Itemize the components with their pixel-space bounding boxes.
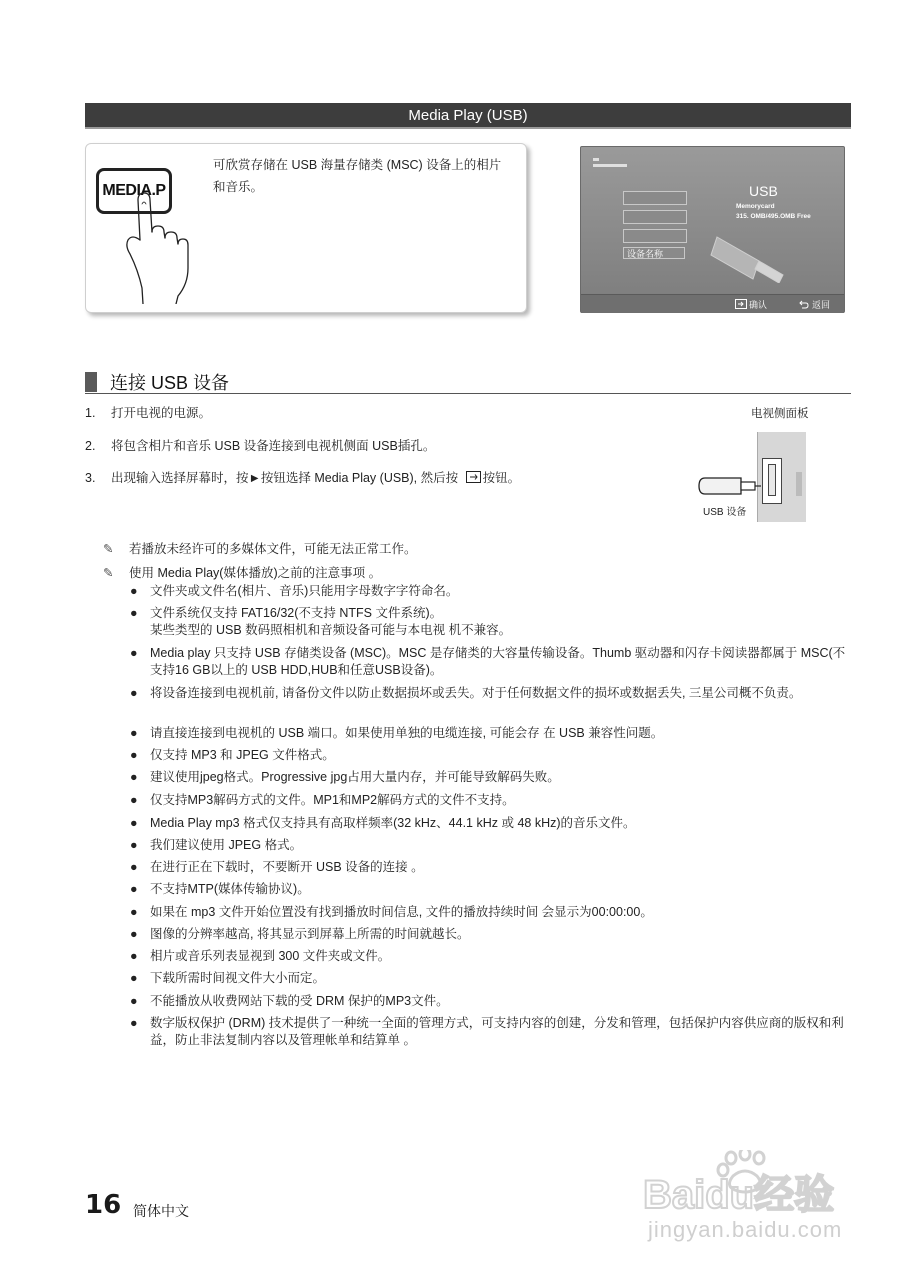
bullet-text: 相片或音乐列表显视到 300 文件夹或文件。 bbox=[150, 949, 391, 963]
step-number: 2. bbox=[85, 439, 96, 453]
bullet-dot-icon: ● bbox=[130, 860, 138, 874]
bullet-item bbox=[130, 747, 855, 764]
bullet-item bbox=[130, 926, 855, 943]
header-title: Media Play (USB) bbox=[408, 106, 528, 124]
bullet-text: 不支持MTP(媒体传输协议)。 bbox=[150, 882, 310, 896]
bullet-text: 如果在 mp3 文件开始位置没有找到播放时间信息, 文件的播放持续时间 会显示为00:00:00。 bbox=[150, 905, 653, 919]
bullet-text: 建议使用jpeg格式。Progressive jpg占用大量内存，并可能导致解码失败。 bbox=[150, 770, 560, 784]
bullet-dot-icon: ● bbox=[130, 646, 138, 660]
bullet-item bbox=[130, 837, 855, 854]
pencil-note-icon: ✎ bbox=[103, 542, 114, 556]
intro-description-line1: 可欣赏存储在 USB 海量存储类 (MSC) 设备上的相片 bbox=[213, 158, 502, 172]
step-number: 3. bbox=[85, 471, 96, 485]
bullet-text: 仅支持 MP3 和 JPEG 文件格式。 bbox=[150, 748, 335, 762]
bullet-text: 文件系统仅支持 FAT16/32(不支持 NTFS 文件系统)。 bbox=[150, 606, 443, 620]
step-text: 将包含相片和音乐 USB 设备连接到电视机侧面 USB插孔。 bbox=[111, 439, 436, 453]
bullet-item bbox=[130, 769, 855, 786]
bullet-text: 某些类型的 USB 数码照相机和音频设备可能与本电视 机不兼容。 bbox=[150, 623, 512, 637]
bullet-dot-icon: ● bbox=[130, 770, 138, 784]
step-1 bbox=[85, 403, 211, 421]
bullet-dot-icon: ● bbox=[130, 748, 138, 762]
media-play-logo-icon bbox=[593, 157, 629, 171]
bullet-dot-icon: ● bbox=[130, 882, 138, 896]
bullet-item bbox=[130, 904, 855, 921]
bullet-text: 请直接连接到电视机的 USB 端口。如果使用单独的电缆连接, 可能会存 在 USB 兼容性问题。 bbox=[150, 726, 664, 740]
step-2 bbox=[85, 436, 435, 454]
bullet-item bbox=[130, 970, 855, 987]
section-title: 连接 USB 设备 bbox=[110, 373, 230, 393]
bullet-text: 将设备连接到电视机前, 请备份文件以防止数据损坏或丢失。对于任何数据文件的损坏或数据丢失, 三星公司概不负责。 bbox=[150, 686, 802, 700]
step-text: 打开电视的电源。 bbox=[111, 406, 212, 420]
side-panel-strip bbox=[796, 472, 802, 496]
bullet-text: 图像的分辨率越高, 将其显示到屏幕上所需的时间就越长。 bbox=[150, 927, 470, 941]
bullet-dot-icon: ● bbox=[130, 686, 138, 700]
bullet-item bbox=[130, 859, 855, 876]
note-text: 使用 Media Play(媒体播放)之前的注意事项 。 bbox=[129, 566, 382, 580]
remote-media-button-label: MEDIA.P bbox=[102, 182, 166, 199]
return-icon bbox=[799, 299, 809, 309]
note-2 bbox=[103, 563, 381, 581]
usb-port-slot bbox=[768, 464, 776, 496]
usb-drive-icon bbox=[709, 219, 789, 283]
intro-card bbox=[85, 143, 527, 313]
bullet-text: Media Play mp3 格式仅支持具有高取样频率(32 kHz、44.1 kHz 或 48 kHz)的音乐文件。 bbox=[150, 816, 636, 830]
bullet-dot-icon: ● bbox=[130, 949, 138, 963]
tv-menu-item-3 bbox=[623, 229, 687, 243]
tv-device-size: 315. OMB/495.OMB Free bbox=[736, 213, 811, 220]
tv-device-title: USB bbox=[749, 183, 778, 199]
bullet-item bbox=[130, 685, 855, 702]
baidu-paw-logo-icon bbox=[637, 1150, 847, 1216]
note-text: 若播放未经许可的多媒体文件，可能无法正常工作。 bbox=[129, 542, 417, 556]
bullet-dot-icon: ● bbox=[130, 927, 138, 941]
bullet-item bbox=[130, 993, 855, 1010]
page-number: 16 bbox=[85, 1190, 122, 1220]
bullet-dot-icon: ● bbox=[130, 816, 138, 830]
device-name-label: 设备名称 bbox=[627, 249, 664, 259]
tv-footer-back: 返回 bbox=[812, 300, 831, 310]
tv-menu-item-device-name bbox=[623, 247, 685, 259]
tv-footer-confirm: 确认 bbox=[749, 300, 768, 310]
bullet-dot-icon: ● bbox=[130, 838, 138, 852]
bullet-dot-icon: ● bbox=[130, 726, 138, 740]
page-language: 简体中文 bbox=[133, 1203, 189, 1219]
watermark-url: jingyan.baidu.com bbox=[648, 1217, 843, 1242]
bullet-dot-icon: ● bbox=[130, 793, 138, 807]
enter-button-icon bbox=[466, 471, 482, 483]
section-marker bbox=[85, 372, 97, 392]
bullet-text: 文件夹或文件名(相片、音乐)只能用字母数字字符命名。 bbox=[150, 584, 459, 598]
bullet-continuation bbox=[130, 622, 855, 639]
bullet-dot-icon: ● bbox=[130, 994, 138, 1008]
section-header-bar bbox=[85, 103, 851, 127]
bullet-text: 不能播放从收费网站下载的受 DRM 保护的MP3文件。 bbox=[150, 994, 449, 1008]
enter-icon bbox=[735, 299, 747, 309]
bullet-dot-icon: ● bbox=[130, 1016, 138, 1030]
bullet-text: 在进行正在下载时，不要断开 USB 设备的连接 。 bbox=[150, 860, 424, 874]
step-text-before: 出现输入选择屏幕时，按►按钮选择 Media Play (USB), 然后按 bbox=[111, 471, 459, 485]
watermark-logo-text: Baidu经验 bbox=[643, 1173, 835, 1216]
bullet-text: 下载所需时间视文件大小而定。 bbox=[150, 971, 326, 985]
bullet-item bbox=[130, 1015, 855, 1049]
bullet-item bbox=[130, 605, 855, 622]
finger-press-icon bbox=[116, 192, 196, 304]
bullet-item bbox=[130, 792, 855, 809]
step-number: 1. bbox=[85, 406, 96, 420]
bullet-item bbox=[130, 583, 855, 600]
bullet-dot-icon: ● bbox=[130, 905, 138, 919]
pencil-note-icon: ✎ bbox=[103, 566, 114, 580]
tv-brand-logo bbox=[593, 157, 629, 174]
tv-side-panel-label: 电视侧面板 bbox=[751, 408, 809, 420]
tv-screen-preview bbox=[580, 146, 845, 313]
bullet-dot-icon: ● bbox=[130, 971, 138, 985]
step-text-after: 按钮。 bbox=[482, 471, 521, 485]
tv-side-panel bbox=[757, 432, 806, 522]
tv-screen-footer bbox=[581, 294, 844, 313]
bullet-dot-icon: ● bbox=[130, 606, 138, 620]
bullet-item bbox=[130, 948, 855, 965]
note-1 bbox=[103, 539, 417, 557]
tv-menu-item-1 bbox=[623, 191, 687, 205]
bullet-text: 仅支持MP3解码方式的文件。MP1和MP2解码方式的文件不支持。 bbox=[150, 793, 515, 807]
bullet-item bbox=[130, 725, 855, 742]
tv-device-name: Memorycard bbox=[736, 203, 775, 210]
bullet-dot-icon: ● bbox=[130, 584, 138, 598]
intro-description bbox=[213, 154, 513, 198]
usb-stick-icon bbox=[697, 474, 763, 498]
bullet-text: Media play 只支持 USB 存储类设备 (MSC)。MSC 是存储类的大容量传输设备。Thumb 驱动器和闪存卡阅读器都属于 MSC(不支持16 GB以上的 USB HDD,HUB和任意USB设备)。 bbox=[150, 646, 846, 677]
step-3 bbox=[85, 468, 520, 486]
bullet-text: 我们建议使用 JPEG 格式。 bbox=[150, 838, 303, 852]
bullet-item bbox=[130, 881, 855, 898]
bullet-item bbox=[130, 645, 855, 679]
usb-device-label: USB 设备 bbox=[703, 507, 747, 518]
intro-description-line2: 和音乐。 bbox=[213, 180, 264, 194]
bullet-text: 数字版权保护 (DRM) 技术提供了一种统一全面的管理方式，可支持内容的创建，分发和管理，包括保护内容供应商的版权和利益，防止非法复制内容以及管理帐单和结算单 。 bbox=[150, 1016, 844, 1047]
tv-menu-item-2 bbox=[623, 210, 687, 224]
bullet-item bbox=[130, 815, 855, 832]
section-divider bbox=[85, 393, 851, 394]
watermark-logo bbox=[637, 1150, 847, 1221]
